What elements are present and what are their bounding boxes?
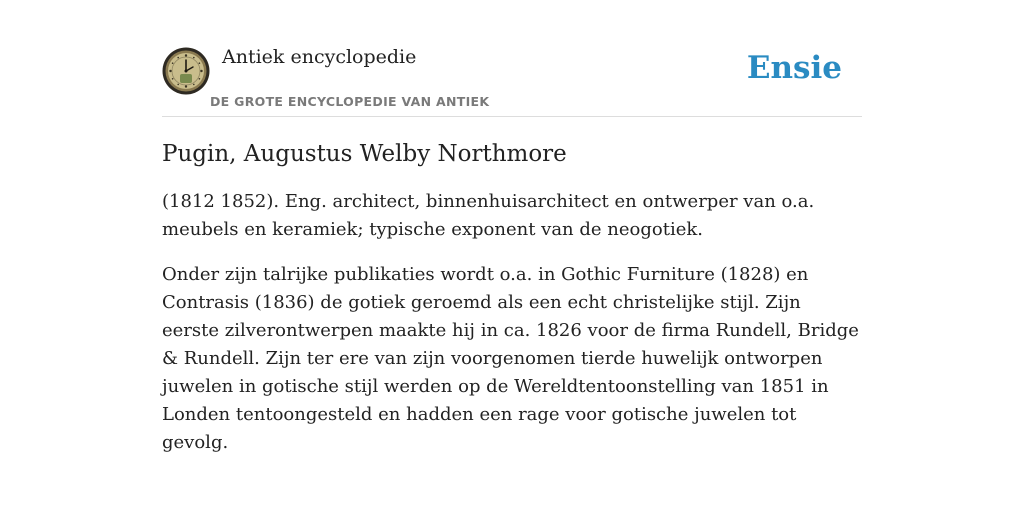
article-title: Pugin, Augustus Welby Northmore: [162, 141, 567, 167]
site-title[interactable]: Antiek encyclopedie: [222, 46, 417, 68]
brand-logo-link[interactable]: Ensie: [746, 50, 842, 86]
site-header: [162, 44, 862, 117]
article-paragraph: Onder zijn talrijke publikaties wordt o.a. in Gothic Furniture (1828) en Contrasis (1836) de gotiek geroemd als een echt christelijke stijl. Zijn eerste zilverontwerpen maakte hij in ca. 1826 voor de firma Rundell, Bridge & Rundell. Zijn ter ere van zijn voorgenomen tierde huwelijk ontworpen juwelen in gotische stijl werden op de Wereldtentoonstelling van 1851 in Londen tentoongesteld en hadden een rage voor gotische juwelen tot gevolg.: [162, 264, 859, 453]
site-subtitle: DE GROTE ENCYCLOPEDIE VAN ANTIEK: [210, 94, 490, 109]
clock-icon[interactable]: [162, 47, 210, 95]
article-paragraph: (1812 1852). Eng. architect, binnenhuisarchitect en ontwerper van o.a. meubels en keramiek; typische exponent van de neogotiek.: [162, 191, 815, 240]
article: [162, 138, 862, 474]
